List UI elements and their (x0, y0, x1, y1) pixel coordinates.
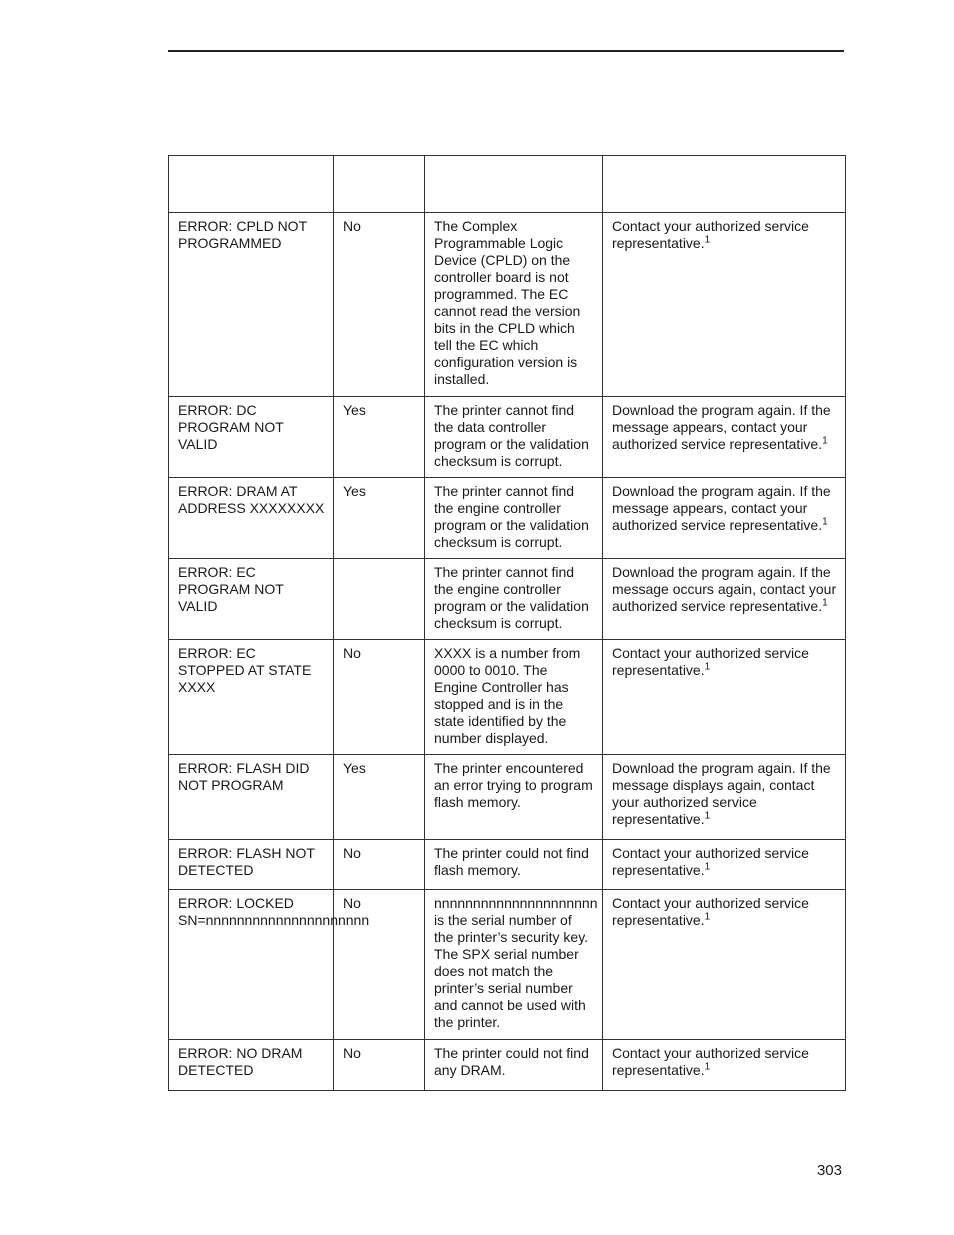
flag-cell: Yes (334, 397, 425, 478)
action-text: Contact your authorized service representative. (612, 1045, 809, 1078)
explanation-cell: XXXX is a number from 0000 to 0010. The Engine Controller has stopped and is in the state identified by the number displayed. (425, 640, 603, 755)
action-text: Contact your authorized service representative. (612, 845, 809, 878)
flag-cell: No (334, 890, 425, 1040)
explanation-cell: The printer could not find flash memory. (425, 840, 603, 890)
action-text: Download the program again. If the message appears, contact your authorized service representative. (612, 402, 831, 452)
header-cell-action (603, 156, 846, 213)
message-cell: ERROR: LOCKED SN=nnnnnnnnnnnnnnnnnnnnn (169, 890, 334, 1040)
header-cell-message (169, 156, 334, 213)
action-text: Download the program again. If the message appears, contact your authorized service representative. (612, 483, 831, 533)
action-cell (603, 640, 846, 755)
flag-cell: No (334, 840, 425, 890)
header-cell-explanation (425, 156, 603, 213)
explanation-cell: The Complex Programmable Logic Device (CPLD) on the controller board is not programmed. The EC cannot read the version bits in the CPLD which tell the EC which configuration version is installed. (425, 213, 603, 397)
table-row (169, 755, 846, 840)
footnote-marker: 1 (704, 911, 711, 923)
action-text: Contact your authorized service representative. (612, 645, 809, 678)
action-cell (603, 478, 846, 559)
action-cell (603, 397, 846, 478)
message-cell: ERROR: EC PROGRAM NOT VALID (169, 559, 334, 640)
table-row (169, 640, 846, 755)
message-cell: ERROR: NO DRAM DETECTED (169, 1040, 334, 1091)
explanation-cell: The printer could not find any DRAM. (425, 1040, 603, 1091)
message-cell: ERROR: CPLD NOT PROGRAMMED (169, 213, 334, 397)
footnote-marker: 1 (822, 516, 828, 528)
footnote-marker: 1 (704, 1061, 711, 1073)
flag-cell: No (334, 640, 425, 755)
table-header-row (169, 156, 846, 213)
explanation-cell: The printer cannot find the engine controller program or the validation checksum is corrupt. (425, 478, 603, 559)
table-row (169, 1040, 846, 1091)
message-cell: ERROR: DRAM AT ADDRESS XXXXXXXX (169, 478, 334, 559)
action-text: Contact your authorized service representative. (612, 218, 809, 251)
action-cell (603, 890, 846, 1040)
message-cell: ERROR: FLASH DID NOT PROGRAM (169, 755, 334, 840)
action-cell (603, 213, 846, 397)
top-rule (168, 50, 844, 52)
footnote-marker: 1 (704, 234, 711, 246)
action-cell (603, 755, 846, 840)
page-number: 303 (816, 1162, 842, 1179)
table-row (169, 559, 846, 640)
explanation-cell: The printer cannot find the data controller program or the validation checksum is corrupt. (425, 397, 603, 478)
action-cell (603, 840, 846, 890)
table-row (169, 213, 846, 397)
message-cell: ERROR: DC PROGRAM NOT VALID (169, 397, 334, 478)
action-text: Download the program again. If the message displays again, contact your authorized service representative. (612, 760, 831, 827)
action-cell (603, 1040, 846, 1091)
message-cell: ERROR: EC STOPPED AT STATE XXXX (169, 640, 334, 755)
action-text: Contact your authorized service representative. (612, 895, 809, 928)
table-row (169, 890, 846, 1040)
explanation-cell: The printer encountered an error trying to program flash memory. (425, 755, 603, 840)
flag-cell: Yes (334, 755, 425, 840)
footnote-marker: 1 (704, 861, 711, 873)
table-row (169, 840, 846, 890)
header-cell-flag (334, 156, 425, 213)
action-cell (603, 559, 846, 640)
flag-cell: No (334, 213, 425, 397)
flag-cell: No (334, 1040, 425, 1091)
message-cell: ERROR: FLASH NOT DETECTED (169, 840, 334, 890)
flag-cell (334, 559, 425, 640)
action-text: Download the program again. If the message occurs again, contact your authorized service representative. (612, 564, 837, 614)
explanation-cell: nnnnnnnnnnnnnnnnnnnnn is the serial number of the printer’s security key. The SPX serial number does not match the printer’s serial number and cannot be used with the printer. (425, 890, 603, 1040)
error-message-table (168, 155, 846, 1091)
table-row (169, 397, 846, 478)
footnote-marker: 1 (822, 435, 828, 447)
footnote-marker: 1 (822, 597, 828, 609)
explanation-cell: The printer cannot find the engine controller program or the validation checksum is corrupt. (425, 559, 603, 640)
table-row (169, 478, 846, 559)
footnote-marker: 1 (704, 810, 711, 822)
flag-cell: Yes (334, 478, 425, 559)
footnote-marker: 1 (704, 661, 711, 673)
